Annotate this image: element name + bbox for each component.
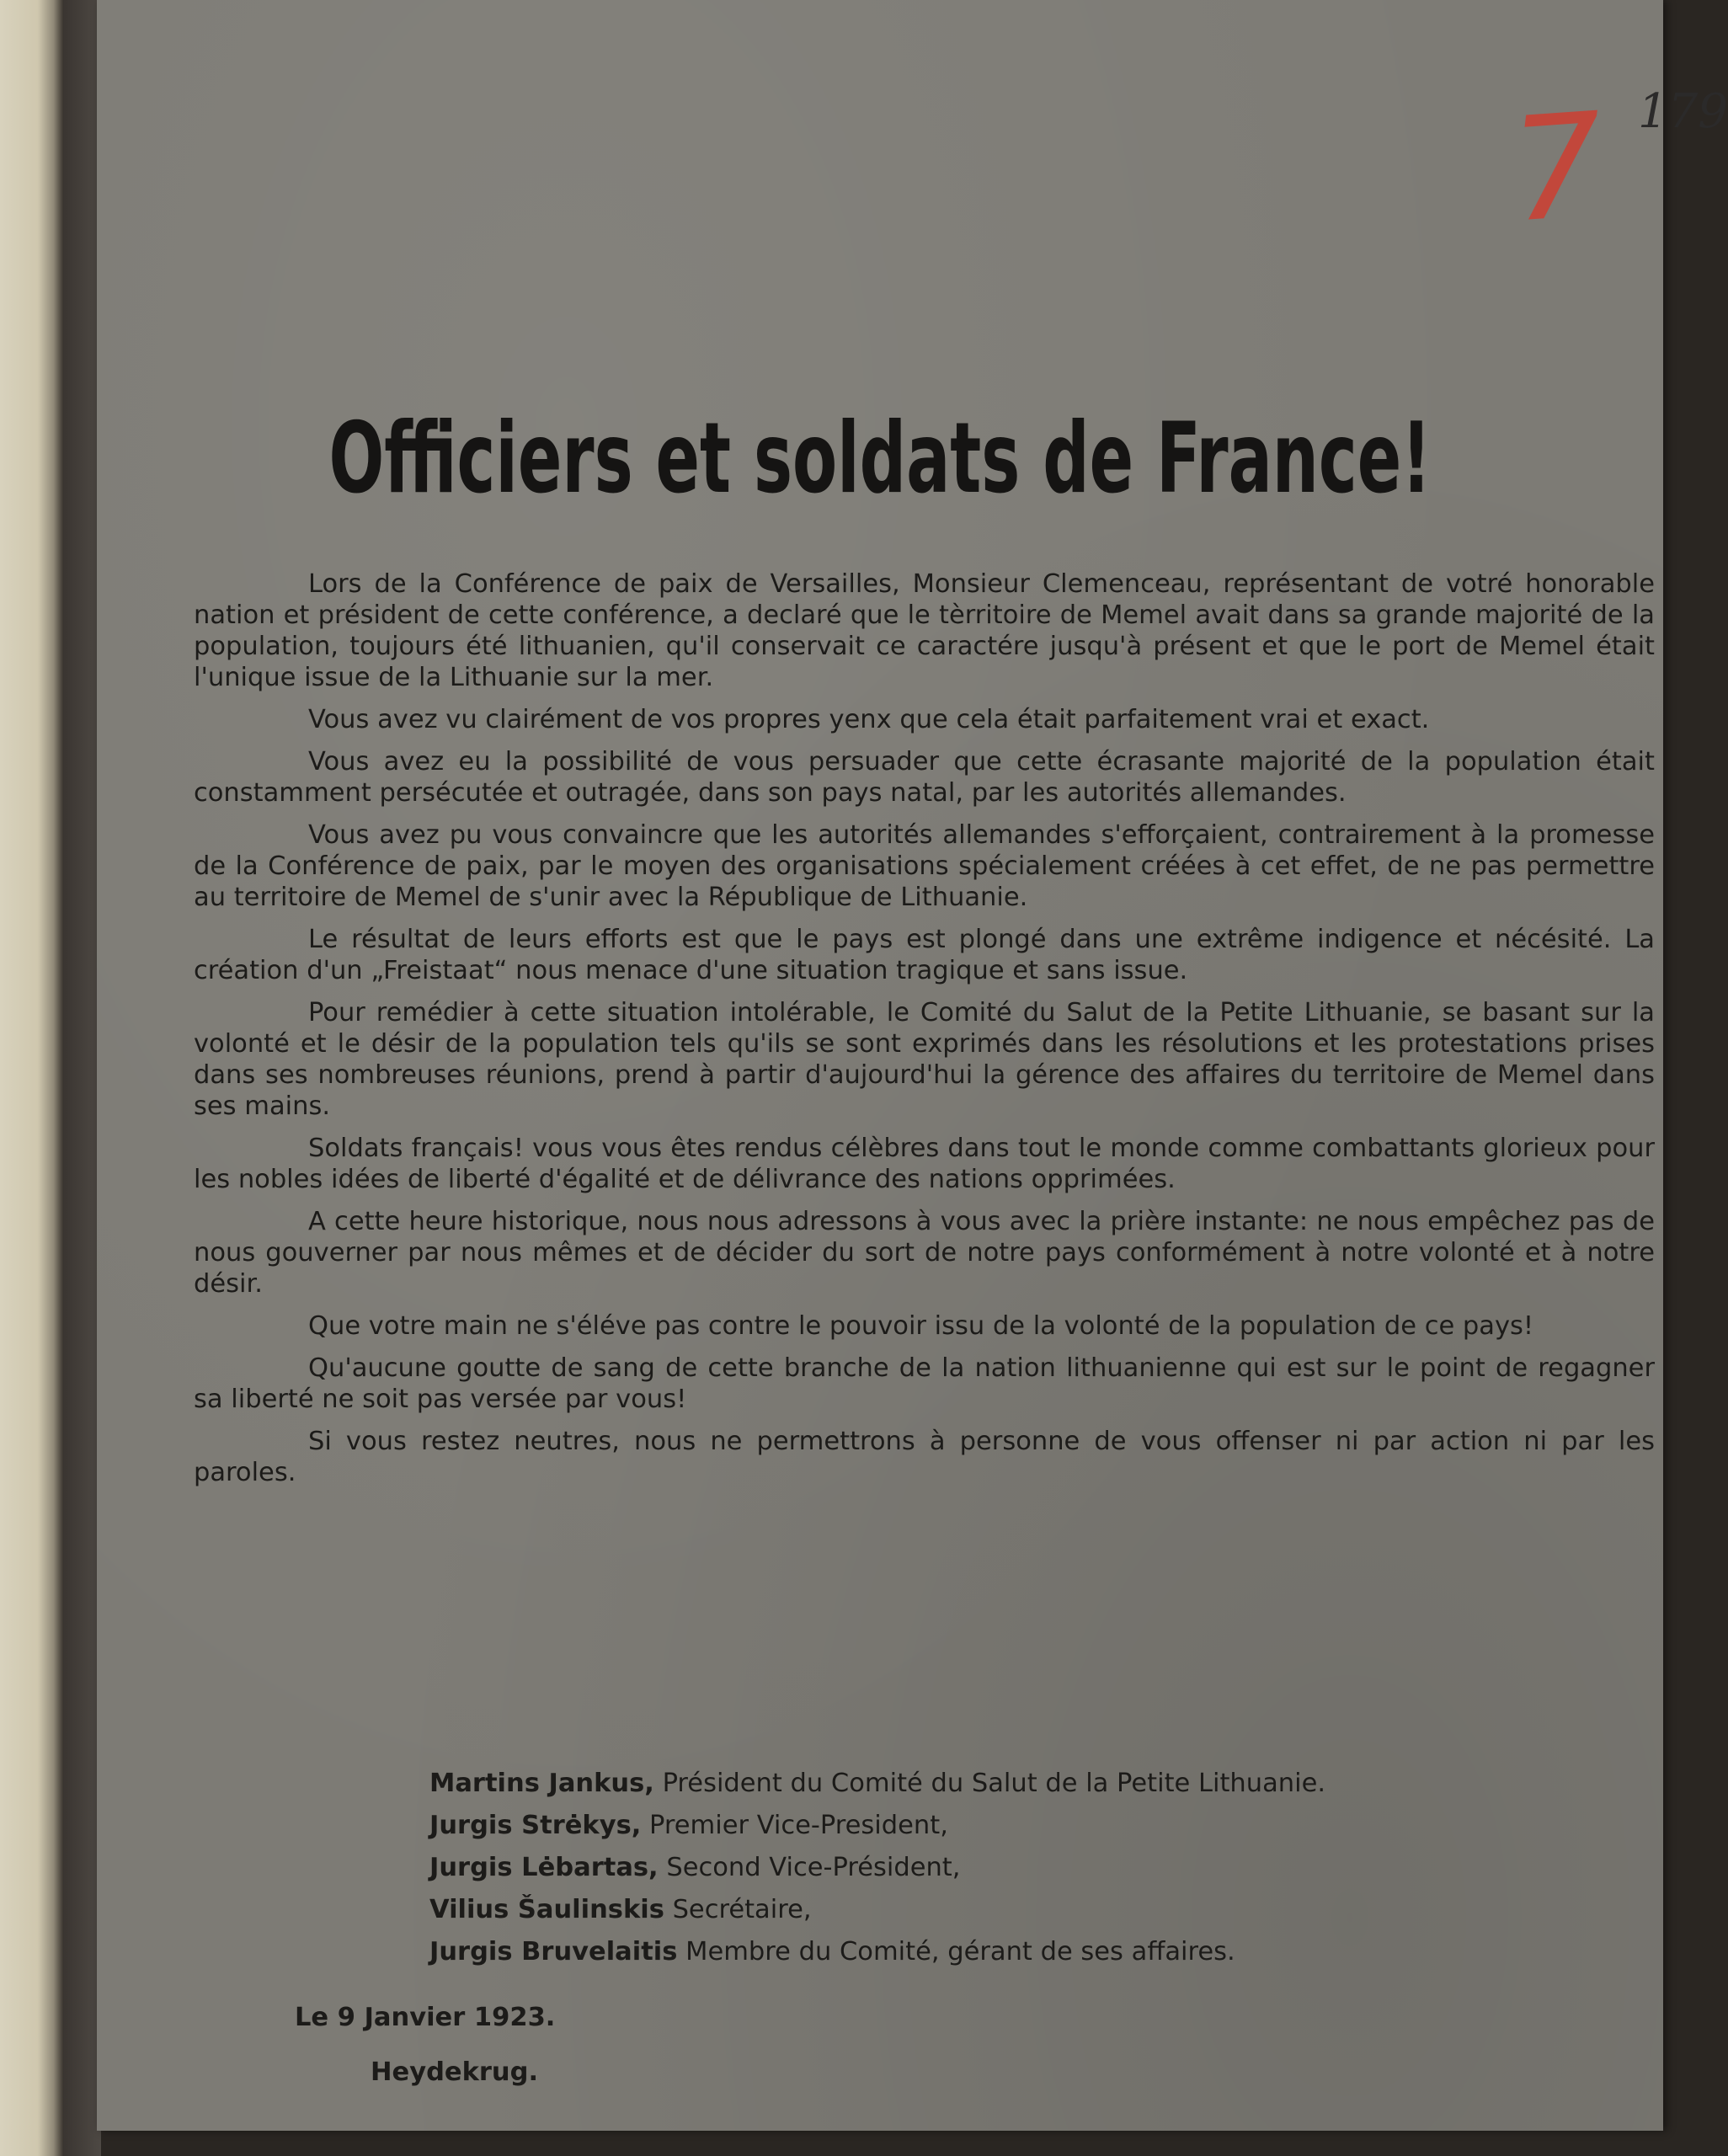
paragraph: Qu'aucune goutte de sang de cette branche de la nation lithuanienne qui est sur le point de regagner sa liberté ne soit pas versée par vous! (194, 1353, 1655, 1414)
paragraph: Pour remédier à cette situation intolérable, le Comité du Salut de la Petite Lithuanie, se basant sur la volonté et le désir de la population tels qu'ils se sont exprimés dans les résolutions et les protestations prises dans ses nombreuses réunions, prend à partir d'aujourd'hui la gérence des affaires du territoire de Memel dans ses mains. (194, 998, 1655, 1121)
signatory (429, 1889, 1676, 1931)
signatory-role: Premier Vice-President, (649, 1811, 948, 1840)
document-date: Le 9 Janvier 1923. (295, 2003, 556, 2032)
paragraph: Vous avez eu la possibilité de vous persuader que cette écrasante majorité de la population était constamment persécutée et outragée, dans son pays natal, par les autorités allemandes. (194, 747, 1655, 808)
paragraph: Le résultat de leurs efforts est que le pays est plongé dans une extrême indigence et nécésité. La création d'un „Freistaat“ nous menace d'une situation tragique et sans issue. (194, 925, 1655, 985)
signatory-name: Vilius Šaulinskis (429, 1895, 664, 1924)
paragraph: Que votre main ne s'éléve pas contre le pouvoir issu de la volonté de la population de ce pays! (308, 1311, 1534, 1341)
signatory-name: Jurgis Strėkys, (429, 1811, 642, 1840)
paragraph: Si vous restez neutres, nous ne permettrons à personne de vous offenser ni par action ni par les paroles. (194, 1427, 1655, 1487)
signatory-role: Secrétaire, (672, 1895, 812, 1924)
paragraph: Vous avez vu clairément de vos propres yenx que cela était parfaitement vrai et exact. (308, 705, 1430, 734)
signatory-name: Jurgis Lėbartas, (429, 1853, 659, 1882)
proclamation-body (194, 568, 1655, 1499)
signatory-role: Second Vice-Président, (666, 1853, 961, 1882)
document-title: Officiers et soldats de France! (328, 402, 1432, 516)
signatory (429, 1847, 1676, 1889)
paragraph: A cette heure historique, nous nous adressons à vous avec la prière instante: ne nous empêchez pas de nous gouverner par nous mêmes et de décider du sort de notre pays conformément à notre volonté et à notre désir. (194, 1207, 1655, 1299)
signature-block (429, 1763, 1676, 1973)
paragraph: Lors de la Conférence de paix de Versailles, Monsieur Clemenceau, représentant de votré honorable nation et président de cette conférence, a declaré que le tèrritoire de Memel avait dans sa grande majorité de la population, toujours été lithuanien, qu'il conservait ce caractére jusqu'à présent et que le port de Memel était l'unique issue de la Lithuanie sur la mer. (194, 569, 1655, 692)
binding-shadow (63, 0, 101, 2156)
signatory-role: Président du Comité du Salut de la Petite Lithuanie. (662, 1769, 1326, 1798)
paragraph: Soldats français! vous vous êtes rendus célèbres dans tout le monde comme combattants glorieux pour les nobles idées de liberté d'égalité et de délivrance des nations opprimées. (194, 1134, 1655, 1194)
paragraph: Vous avez pu vous convaincre que les autorités allemandes s'efforçaient, contrairement à la promesse de la Conférence de paix, par le moyen des organisations spécialement créées à cet effet, de ne pas permettre au territoire de Memel de s'unir avec la République de Lithuanie. (194, 820, 1655, 912)
document-place: Heydekrug. (371, 2057, 539, 2087)
signatory (429, 1931, 1676, 1973)
folio-number: 179 (1638, 84, 1728, 139)
signatory-name: Jurgis Bruvelaitis (429, 1937, 678, 1967)
document-sheet (97, 0, 1728, 2131)
signatory-role: Membre du Comité, gérant de ses affaires. (685, 1937, 1235, 1967)
signatory (429, 1763, 1676, 1805)
signatory (429, 1805, 1676, 1847)
red-archive-mark: 7 (1506, 82, 1608, 255)
binding-strip (0, 0, 63, 2156)
signatory-name: Martins Jankus, (429, 1769, 654, 1798)
